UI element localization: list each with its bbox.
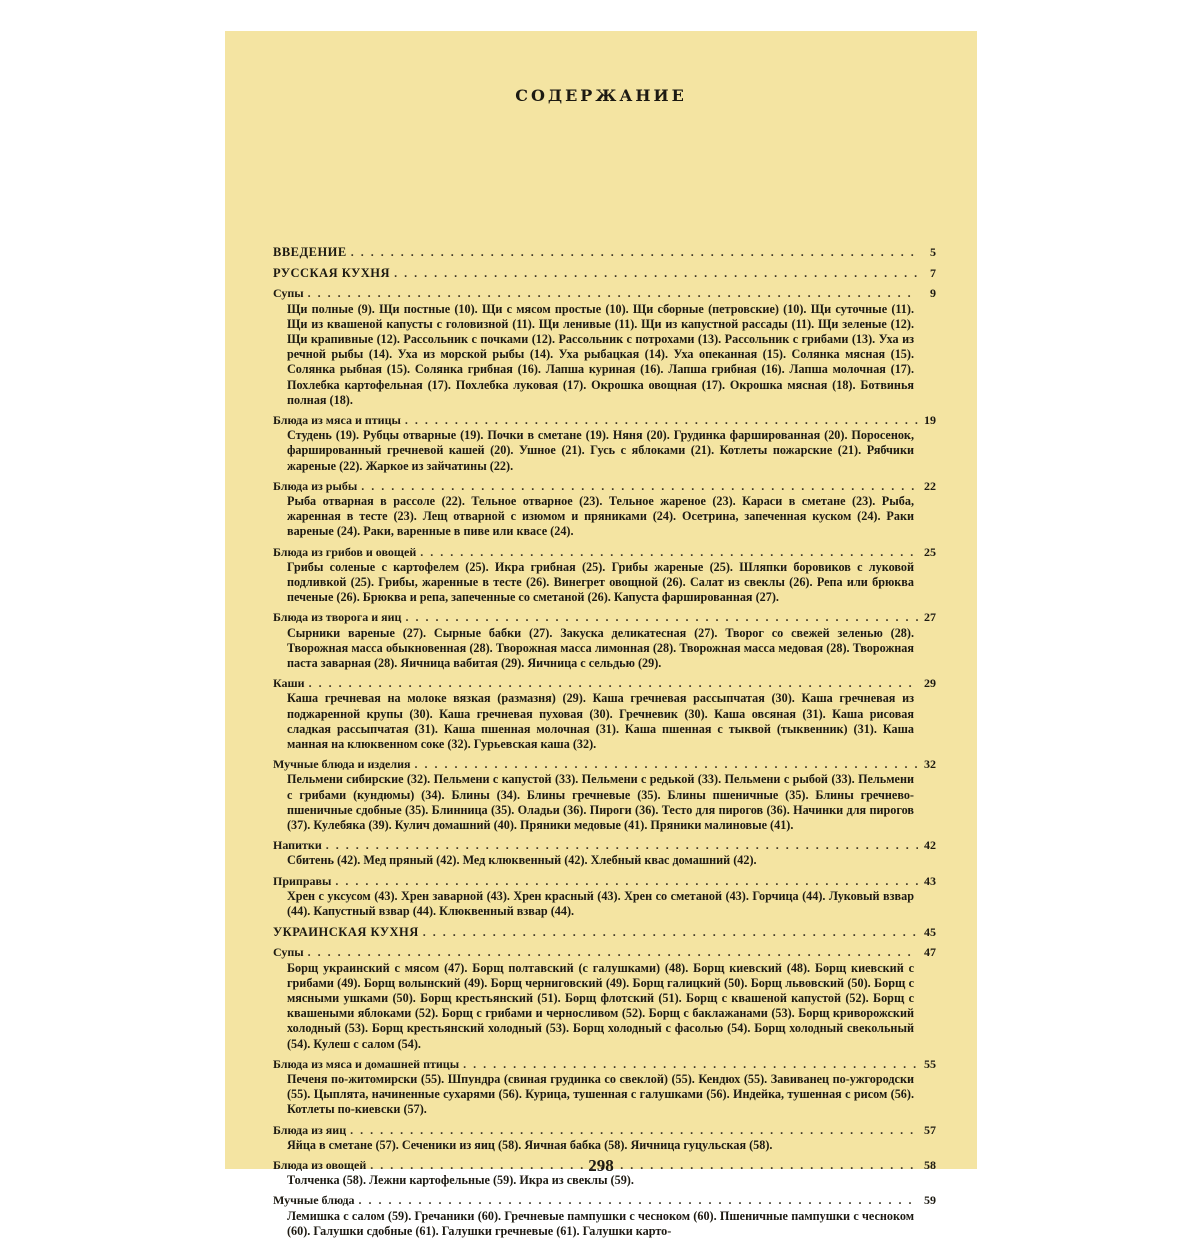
- dot-leader: [415, 756, 918, 772]
- toc-section-items: Яйца в сметане (57). Сеченики из яиц (58). Яичная бабка (58). Яичница гуцульская (58).: [287, 1137, 773, 1152]
- toc-section-row: [273, 1192, 936, 1208]
- toc-page-number: 7: [930, 266, 936, 281]
- toc-part-label: ВВЕДЕНИЕ: [273, 245, 347, 259]
- toc-section-row: [273, 609, 936, 625]
- toc-section-label: Блюда из мяса и птицы: [273, 412, 401, 427]
- table-of-contents: [273, 244, 936, 1239]
- dot-leader: [335, 873, 918, 889]
- toc-section-items: Сырники вареные (27). Сырные бабки (27). Закуска деликатесная (27). Творог со свежей зеленью (28). Творожная масса обыкновенная (28). Творожная масса лимонная (28). Творожная масса медовая (28). Творожная паста заварная (28). Яичница вабитая (29). Яичница с сельдью (29).: [287, 625, 914, 670]
- toc-section-row: [273, 285, 936, 301]
- toc-section-row: [273, 944, 936, 960]
- toc-section-items: Борщ украинский с мясом (47). Борщ полтавский (с галушками) (48). Борщ киевский (48). Борщ киевский с грибами (49). Борщ волынский (49). Борщ черниговский (49). Борщ галицкий (50). Борщ львовский (50). Борщ с мясными ушками (50). Борщ крестьянский (51). Борщ флотский (51). Борщ с квашеной капустой (52). Борщ с квашеными яблоками (52). Борщ с грибами и черносливом (52). Борщ с баклажанами (53). Борщ криворожский холодный (53). Борщ крестьянский холодный (53). Борщ холодный с фасолью (54). Борщ холодный свекольный (54). Кулеш с салом (54).: [287, 960, 914, 1051]
- toc-section-row: [273, 544, 936, 560]
- toc-page-number: 25: [924, 544, 936, 559]
- toc-section-label: Супы: [273, 945, 304, 960]
- toc-page-number: 32: [924, 757, 936, 772]
- toc-section-row: [273, 412, 936, 428]
- toc-section-items: Пельмени сибирские (32). Пельмени с капустой (33). Пельмени с редькой (33). Пельмени с рыбой (33). Пельмени с грибами (кундюмы) (34). Блины (34). Блины гречневые (35). Блины пшеничные (35). Блины гречнево-пшеничные сдобные (35). Блинница (35). Оладьи (36). Пироги (36). Тесто для пирогов (36). Начинки для пирогов (37). Кулебяка (39). Кулич домашний (40). Пряники медовые (41). Пряники малиновые (41).: [287, 772, 914, 832]
- toc-intro: [273, 244, 936, 260]
- dot-leader: [326, 837, 918, 853]
- dot-leader: [405, 412, 918, 428]
- toc-section-items: Щи полные (9). Щи постные (10). Щи с мясом простые (10). Щи сборные (петровские) (10). Щи суточные (11). Щи из квашеной капусты с головизной (11). Щи ленивые (11). Щи из капустной рассады (11). Щи зеленые (12). Щи крапивные (12). Рассольник с почками (12). Рассольник с потрохами (13). Рассольник с грибами (13). Уха из речной рыбы (14). Уха из морской рыбы (14). Уха рыбацкая (14). Уха опеканная (15). Солянка мясная (15). Солянка рыбная (15). Солянка грибная (16). Лапша куриная (16). Лапша грибная (16). Лапша молочная (17). Похлебка картофельная (17). Похлебка луковая (17). Окрошка овощная (17). Окрошка мясная (18). Ботвинья полная (18).: [287, 301, 914, 407]
- dot-leader: [420, 544, 918, 560]
- toc-page-number: 5: [930, 245, 936, 259]
- toc-part-label: УКРАИНСКАЯ КУХНЯ: [273, 925, 419, 940]
- toc-page-number: 42: [924, 838, 936, 853]
- toc-page-number: 22: [924, 478, 936, 493]
- toc-page-number: 57: [924, 1122, 936, 1137]
- toc-section-row: [273, 873, 936, 889]
- dot-leader: [423, 924, 918, 940]
- dot-leader: [308, 944, 918, 960]
- dot-leader: [361, 478, 918, 494]
- toc-page-number: 29: [924, 676, 936, 691]
- book-page: [225, 31, 977, 1238]
- toc-page-number: 19: [924, 412, 936, 427]
- toc-section-row: [273, 1056, 936, 1072]
- toc-section-label: Каши: [273, 676, 305, 691]
- toc-part-russian: [273, 265, 936, 919]
- toc-page-number: 58: [924, 1157, 936, 1172]
- toc-section-items: Рыба отварная в рассоле (22). Тельное отварное (23). Тельное жареное (23). Караси в сметане (23). Рыба, жаренная в тесте (23). Лещ отварной с изюмом и пряниками (24). Осетрина, запеченная куском (24). Раки вареные (24). Раки, варенные в пиве или квасе (24).: [287, 493, 914, 539]
- toc-section-label: Напитки: [273, 838, 322, 853]
- toc-section-items: Сбитень (42). Мед пряный (42). Мед клюквенный (42). Хлебный квас домашний (42).: [287, 853, 757, 868]
- toc-section-label: Мучные блюда: [273, 1193, 355, 1208]
- toc-page-number: 27: [924, 610, 936, 625]
- toc-page-number: 59: [924, 1193, 936, 1208]
- toc-section-row: [273, 1122, 936, 1138]
- toc-page-number: 47: [924, 945, 936, 960]
- toc-section-label: Блюда из творога и яиц: [273, 610, 402, 625]
- toc-section-items: Печеня по-житомирски (55). Шпундра (свиная грудинка со свеклой) (55). Кендюх (55). Завиванец по-ужгородски (55). Цыплята, начиненные сухарями (56). Курица, тушенная с галушками (56). Индейка, тушенная с рисом (56). Котлеты по-киевски (57).: [287, 1071, 914, 1117]
- toc-section-label: Блюда из овощей: [273, 1157, 367, 1172]
- toc-page-number: 55: [924, 1056, 936, 1071]
- dot-leader: [394, 265, 918, 281]
- toc-section-row: [273, 837, 936, 853]
- toc-section-row: [273, 675, 936, 691]
- toc-part-ukrainian: [273, 924, 936, 1239]
- toc-section-label: Приправы: [273, 873, 332, 888]
- dot-leader: [351, 244, 918, 260]
- toc-part-heading: [273, 265, 936, 281]
- toc-section-label: Мучные блюда и изделия: [273, 757, 411, 772]
- dot-leader: [350, 1122, 918, 1138]
- toc-section-row: [273, 756, 936, 772]
- toc-section-row: [273, 478, 936, 494]
- toc-section-items: Хрен с уксусом (43). Хрен заварной (43). Хрен красный (43). Хрен со сметаной (43). Горчица (44). Луковый взвар (44). Капустный взвар (44). Клюквенный взвар (44).: [287, 888, 914, 918]
- toc-section-label: Блюда из яиц: [273, 1122, 347, 1137]
- toc-section-label: Блюда из рыбы: [273, 478, 358, 493]
- toc-section-items: Лемишка с салом (59). Гречаники (60). Гречневые пампушки с чесноком (60). Пшеничные пампушки с чесноком (60). Галушки сдобные (61). Галушки гречневые (61). Галушки карто-: [287, 1208, 914, 1238]
- dot-leader: [359, 1192, 918, 1208]
- toc-part-heading: [273, 924, 936, 940]
- toc-section-label: Блюда из мяса и домашней птицы: [273, 1056, 460, 1071]
- toc-section-items: Грибы соленые с картофелем (25). Икра грибная (25). Грибы жареные (25). Шляпки боровиков с луковой подливкой (25). Грибы, жаренные в тесте (26). Винегрет овощной (26). Салат из свеклы (26). Репа или брюква печеные (26). Брюква и репа, запеченные со сметаной (26). Капуста фаршированная (27).: [287, 559, 914, 605]
- toc-section-items: Каша гречневая на молоке вязкая (размазня) (29). Каша гречневая рассыпчатая (30). Каша гречневая из поджаренной крупы (30). Каша гречневая пуховая (30). Гречневик (30). Каша овсяная (31). Каша рисовая сладкая рассыпчатая (31). Каша пшенная молочная (31). Каша пшенная с тыквой (тыквенник) (31). Каша манная на клюквенном соке (32). Гурьевская каша (32).: [287, 691, 914, 751]
- dot-leader: [463, 1056, 918, 1072]
- toc-page-number: 45: [924, 925, 936, 940]
- dot-leader: [308, 285, 918, 301]
- toc-section-label: Блюда из грибов и овощей: [273, 544, 417, 559]
- page-number: 298: [588, 1156, 614, 1175]
- toc-page-number: 9: [930, 286, 936, 301]
- dot-leader: [405, 609, 918, 625]
- dot-leader: [309, 675, 918, 691]
- toc-section-items: Студень (19). Рубцы отварные (19). Почки в сметане (19). Няня (20). Грудинка фаршированная (20). Поросенок, фаршированный гречневой кашей (20). Ушное (21). Гусь с яблоками (21). Котлеты пожарские (21). Рябчики жареные (22). Жаркое из зайчатины (22).: [287, 428, 914, 473]
- toc-section-items: Толченка (58). Лежни картофельные (59). Икра из свеклы (59).: [287, 1173, 634, 1188]
- toc-part-label: РУССКАЯ КУХНЯ: [273, 266, 391, 281]
- toc-section-label: Супы: [273, 286, 304, 301]
- page-title: СОДЕРЖАНИЕ: [515, 86, 687, 105]
- toc-page-number: 43: [924, 873, 936, 888]
